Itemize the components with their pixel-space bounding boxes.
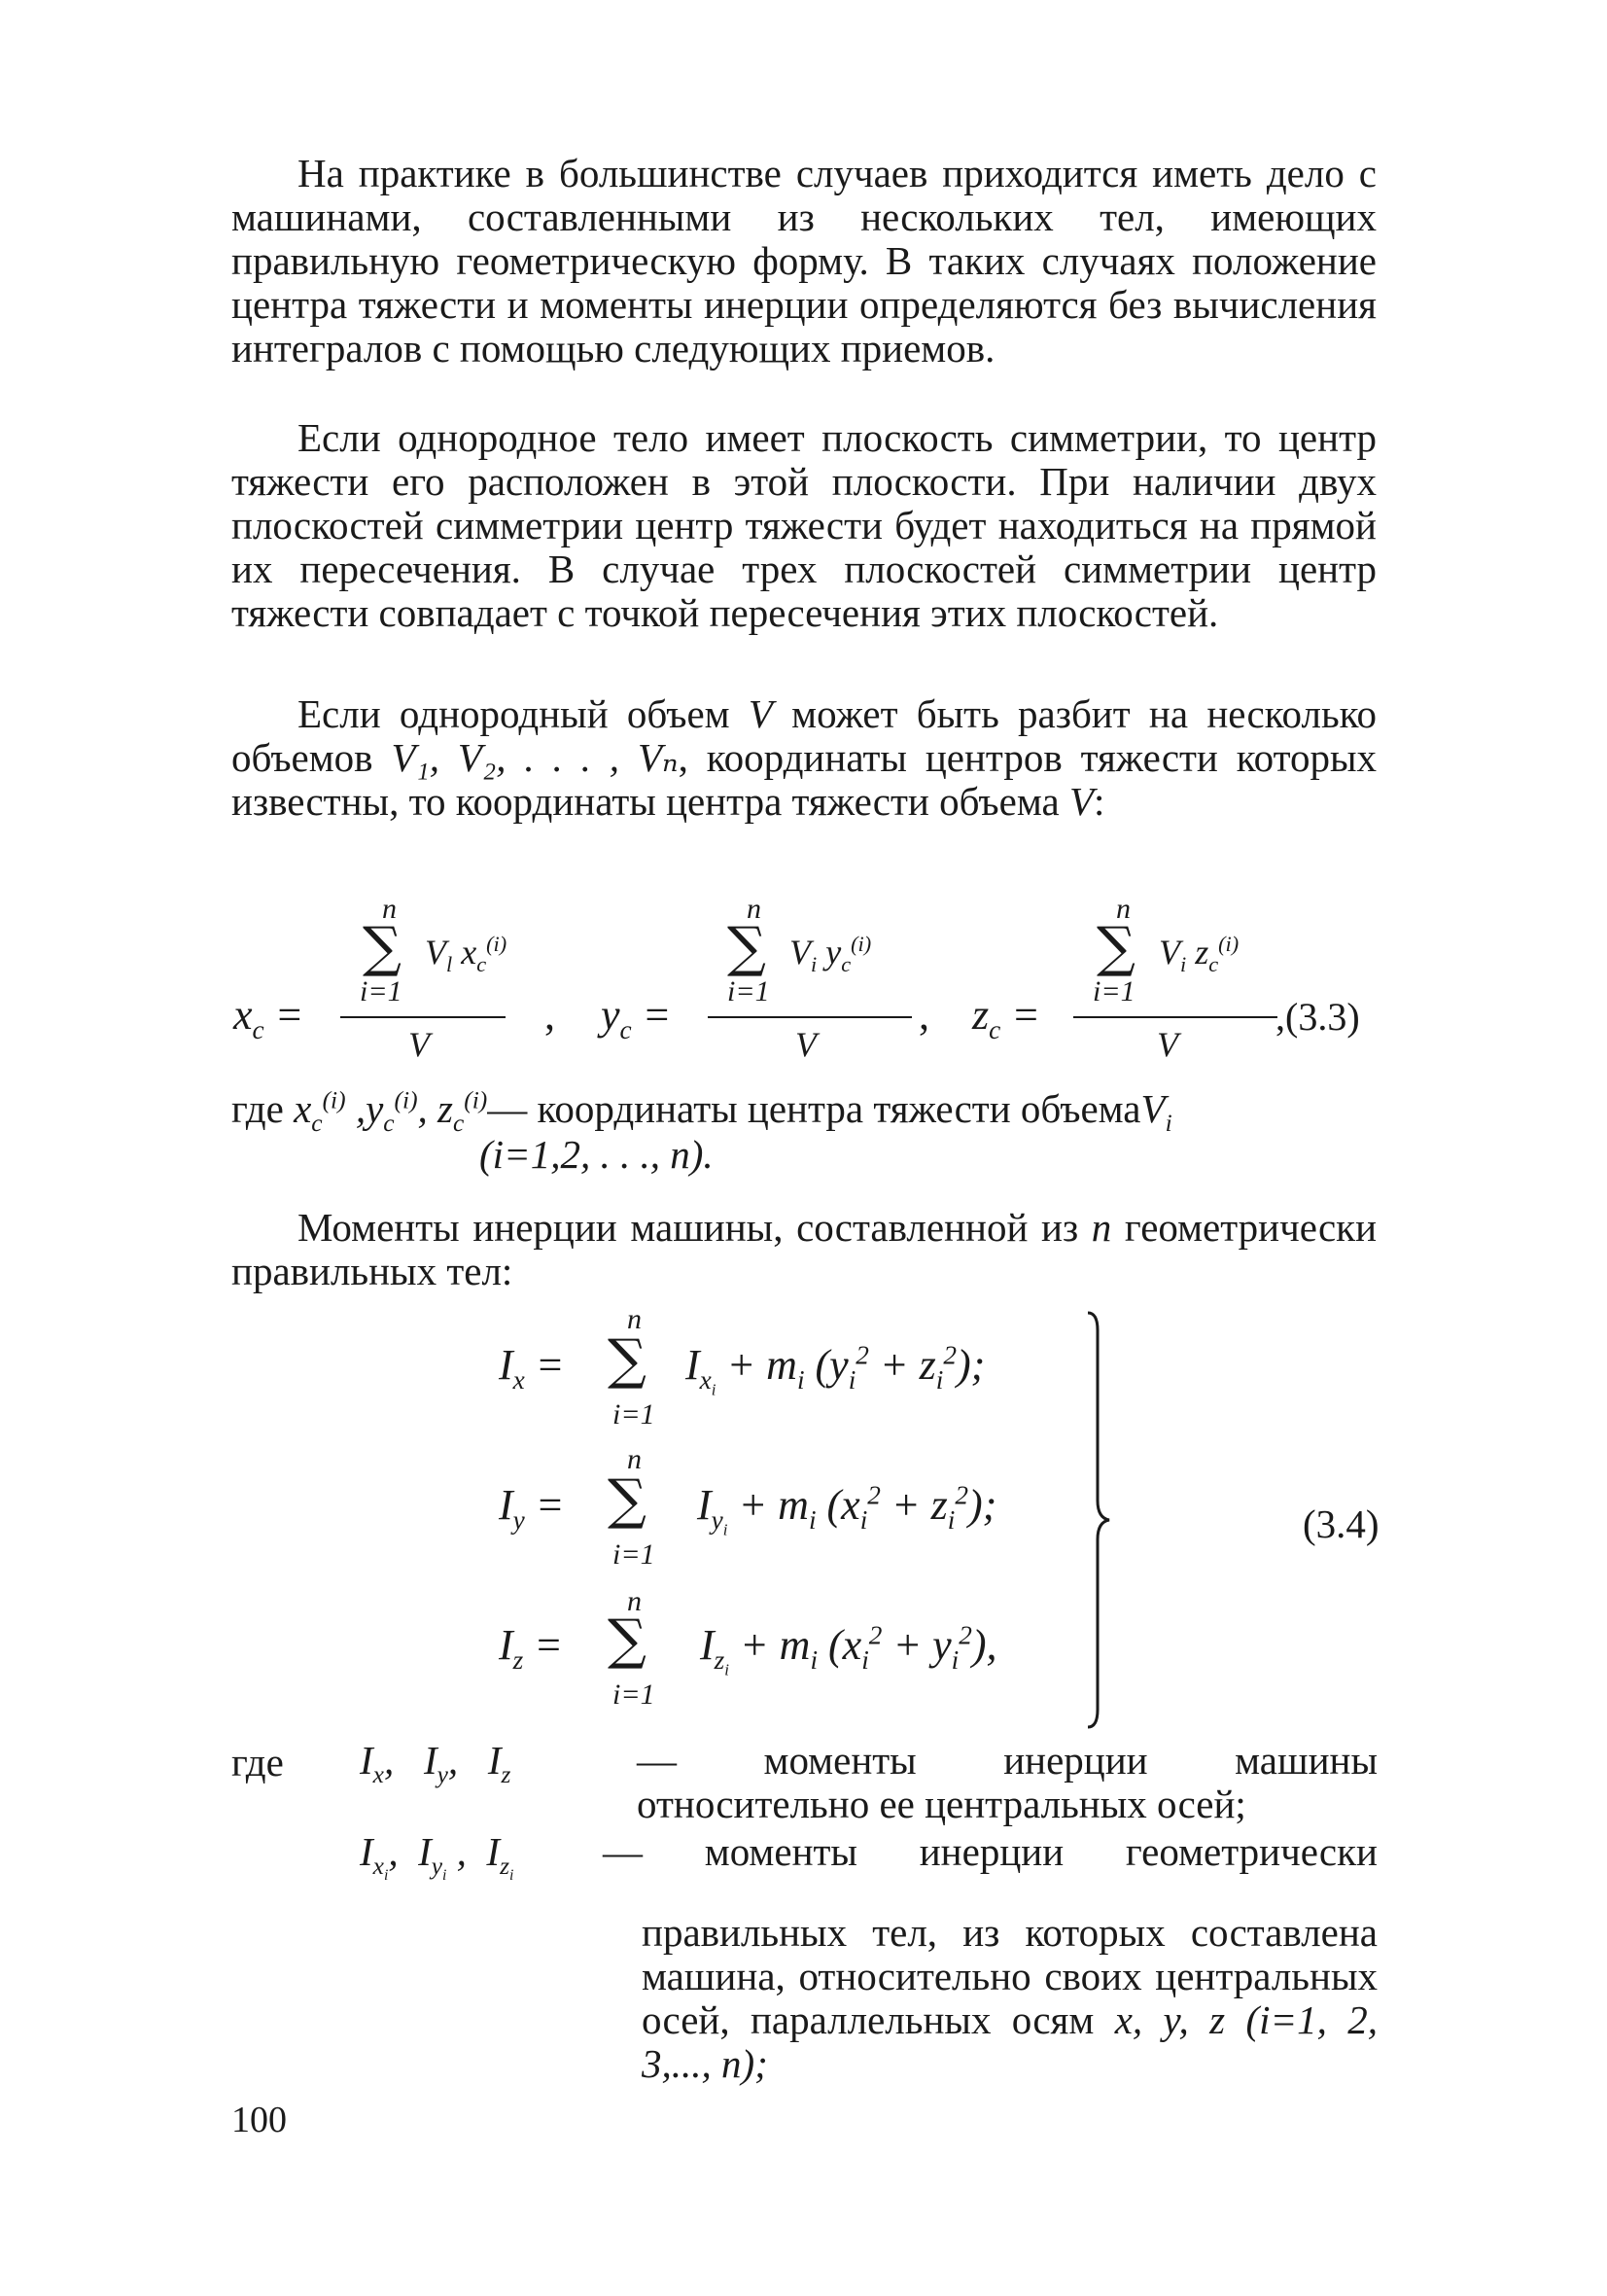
page-number: 100 — [231, 2100, 287, 2140]
x-denominator: V — [408, 1025, 430, 1064]
defs-range: (i=1, 2, 3,..., n); — [642, 1997, 1379, 2086]
row2-lhs: $I_y$ = — [499, 1481, 565, 1535]
p4-text-b: геометрически правильных тел: — [231, 1205, 1378, 1293]
centroid-symbols: $x_c^{(i)}$ $,y_c^{(i)}$, $z_c^{(i)}$ — [294, 1086, 488, 1138]
y-numerator: $V_i$ $y_c^{(i)}$ — [789, 932, 872, 977]
volume-vi: $V_i$ — [1140, 1086, 1172, 1138]
paragraph-volumes: Если однородный объем V может быть разбит на несколько объемов V₁, V₂, . . . , Vₙ, координаты центров тяжести которых известны, то координаты центра тяжести объема V: — [231, 691, 1377, 824]
z-fraction-line — [1073, 1016, 1277, 1018]
row1-upper-n: n — [627, 1303, 642, 1335]
y-sigma: ∑ — [727, 916, 766, 979]
defs-symbols-1: $I_x$, $I_y$, $I_z$ — [360, 1738, 511, 1789]
z-denominator: V — [1157, 1025, 1178, 1064]
where-word: где — [231, 1086, 284, 1131]
comma-1: , — [544, 991, 555, 1039]
comma-2: , — [919, 991, 929, 1039]
right-brace — [1084, 1311, 1113, 1729]
row2-upper-n: n — [627, 1443, 642, 1475]
defs-axes: x, y, z — [1114, 1997, 1226, 2042]
x-lower: i=1 — [360, 975, 402, 1007]
x-upper-n: n — [382, 893, 397, 925]
equation-label-3-3: ,(3.3) — [1275, 995, 1360, 1039]
y-upper-n: n — [747, 893, 761, 925]
row1-rhs: $I_{x_i} + m_i$ $(y_i^2 + z_i^2)$; — [685, 1340, 986, 1399]
defs-text-2a: — моменты инерции геометрически — [603, 1829, 1378, 1874]
row3-upper-n: n — [627, 1585, 642, 1617]
x-sigma: ∑ — [363, 916, 402, 979]
row2-rhs: $I_{y_i} + m_i$ $(x_i^2 + z_i^2)$; — [697, 1480, 997, 1539]
z-upper-n: n — [1116, 893, 1131, 925]
z-lhs: $z_c$ = — [972, 991, 1040, 1044]
symbol-v: V — [748, 691, 773, 736]
row3-sigma: ∑ — [608, 1608, 646, 1672]
x-numerator: $V_l$ $x_c^{(i)}$ — [425, 932, 507, 977]
where-clause-3-3 — [231, 1086, 1172, 1138]
y-denominator: V — [795, 1025, 817, 1064]
y-fraction-line — [708, 1016, 912, 1018]
defs-text-2b-main: правильных тел, из которых составлена машина, относительно своих центральных осей, параллельных осям — [642, 1910, 1378, 2042]
equation-label-3-4: (3.4) — [1303, 1501, 1380, 1546]
symbol-n: n — [1091, 1205, 1112, 1250]
row3-lower: i=1 — [612, 1678, 655, 1711]
paragraph-intro: На практике в большинстве случаев приходится иметь дело с машинами, составленными из нескольких тел, имеющих правильную геометрическую форму. В таких случаях положение центра тяжести и моменты инерции определяются без вычисления интегралов с помощью следующих приемов. — [231, 151, 1377, 371]
y-lower: i=1 — [727, 975, 770, 1007]
row1-sigma: ∑ — [608, 1328, 646, 1392]
index-range: (i=1,2, . . ., n). — [479, 1132, 714, 1177]
symbol-v-2: V — [1068, 779, 1094, 824]
paragraph-symmetry: Если однородное тело имеет плоскость симметрии, то центр тяжести его расположен в этой плоскости. При наличии двух плоскостей симметрии центр тяжести будет находиться на прямой их пересечения. В случае трех плоскостей симметрии центр тяжести совпадает с точкой пересечения этих плоскостей. — [231, 415, 1377, 635]
defs-where-word: где — [231, 1740, 284, 1784]
p4-text: Моменты инерции машины, составленной из — [297, 1205, 1079, 1250]
z-sigma: ∑ — [1097, 916, 1135, 979]
row2-sigma: ∑ — [608, 1468, 646, 1532]
defs-text-1: — моменты инерции машины относительно ее центральных осей; — [637, 1738, 1378, 1826]
row1-lower: i=1 — [612, 1398, 655, 1431]
row1-lhs: $I_x$ = — [499, 1341, 565, 1395]
row3-lhs: $I_z$ = — [499, 1621, 563, 1675]
paragraph-moments — [231, 1206, 1377, 1293]
x-fraction-line — [340, 1016, 506, 1018]
row2-lower: i=1 — [612, 1538, 655, 1571]
p3-text-c: , координаты центров тяжести которых известны, то координаты центра тяжести объема — [231, 735, 1377, 824]
z-numerator: $V_i$ $z_c^{(i)}$ — [1159, 932, 1240, 977]
y-lhs: $y_c$ = — [601, 991, 672, 1044]
p3-text-b: может быть разбит на несколько объемов — [231, 691, 1377, 780]
p3-text-a: Если однородный объем — [297, 691, 730, 736]
defs-symbols-2: $I_{x_i}$, $I_{y_i}$ , $I_{z_i}$ — [360, 1829, 514, 1885]
symbol-volumes: V₁, V₂, . . . , Vₙ — [391, 735, 679, 780]
x-lhs: $x_c$ = — [233, 991, 304, 1044]
row3-rhs: $I_{z_i} + m_i$ $(x_i^2 + y_i^2)$, — [700, 1620, 997, 1679]
where-text: — координаты центра тяжести объема — [487, 1086, 1141, 1131]
defs-text-2b — [642, 1911, 1378, 2086]
z-lower: i=1 — [1093, 975, 1135, 1007]
